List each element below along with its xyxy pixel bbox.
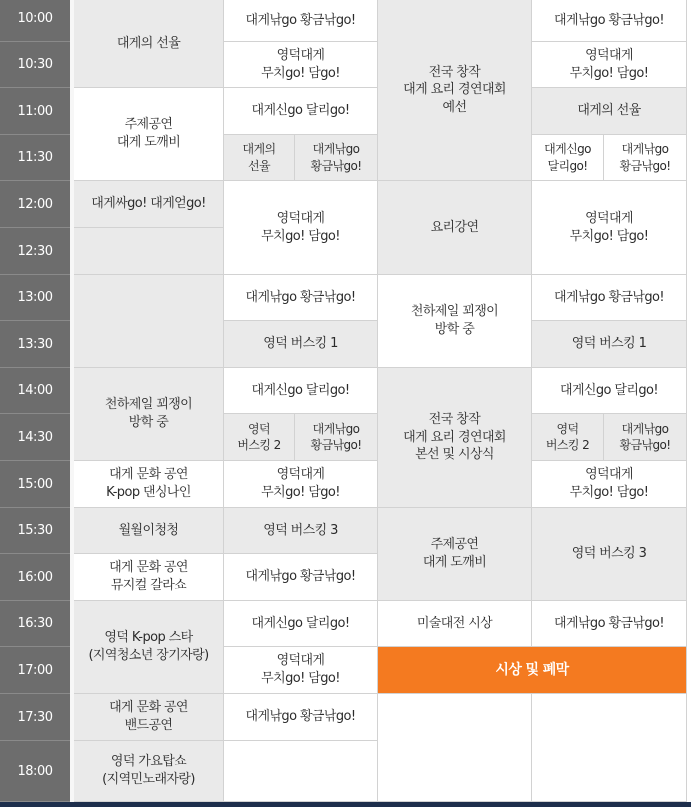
event-scholar-2: 천하제일 꾀쟁이 방학 중: [74, 368, 224, 461]
event-run-3: 대게신go 달리go!: [224, 368, 378, 414]
event-lucky-7: 대게낚go 황금낚go!: [295, 414, 378, 461]
event-free-7: 영덕대게 무치go! 담go!: [224, 647, 378, 694]
event-gift-2: 대게의 선율: [224, 135, 295, 181]
empty-c2-1800: [224, 741, 378, 802]
event-ssam: 대게싸go! 대게얻go!: [74, 181, 224, 228]
event-free-4: 영덕대게 무치go! 담go!: [532, 181, 687, 275]
event-band: 대게 문화 공연 밴드공연: [74, 694, 224, 741]
time-label: 12:00: [0, 181, 70, 228]
event-goblin-1: 주제공연 대게 도깨비: [74, 88, 224, 181]
time-label: 17:30: [0, 694, 70, 741]
event-lucky-1: 대게낚go 황금낚go!: [224, 0, 378, 42]
empty-c1-1230: [74, 228, 224, 275]
event-lucky-9: 대게낚go 황금낚go!: [224, 554, 378, 601]
event-lucky-10: 대게낚go 황금낚go!: [532, 601, 687, 647]
event-lucky-5: 대게낚go 황금낚go!: [224, 275, 378, 321]
event-lucky-2: 대게낚go 황금낚go!: [532, 0, 687, 42]
event-run-2: 대게신go 달리go!: [532, 135, 604, 181]
time-label: 11:30: [0, 135, 70, 181]
empty-c4-1730: [532, 694, 687, 802]
event-lucky-8: 대게낚go 황금낚go!: [604, 414, 687, 461]
time-label: 18:00: [0, 741, 70, 802]
time-label: 13:00: [0, 275, 70, 321]
event-contest-prelim: 전국 창작 대게 요리 경연대회 예선: [378, 0, 532, 181]
time-label: 13:30: [0, 321, 70, 368]
event-free-2: 영덕대게 무치go! 담go!: [532, 42, 687, 88]
event-kpop-star: 영덕 K-pop 스타 (지역청소년 장기자랑): [74, 601, 224, 694]
time-label: 17:00: [0, 647, 70, 694]
event-gayo-top: 영덕 가요탑쇼 (지역민노래자랑): [74, 741, 224, 802]
event-run-1: 대게신go 달리go!: [224, 88, 378, 135]
event-gift-3: 대게의 선율: [532, 88, 687, 135]
event-busking-2a: 영덕 버스킹 2: [224, 414, 295, 461]
event-free-3: 영덕대게 무치go! 담go!: [224, 181, 378, 275]
event-goblin-2: 주제공연 대게 도깨비: [378, 508, 532, 601]
bottom-bar: [0, 802, 691, 807]
time-label: 14:30: [0, 414, 70, 461]
time-label: 14:00: [0, 368, 70, 414]
event-free-5: 영덕대게 무치go! 담go!: [224, 461, 378, 508]
event-lucky-6: 대게낚go 황금낚go!: [532, 275, 687, 321]
event-busking-2b: 영덕 버스킹 2: [532, 414, 604, 461]
event-cooking-lecture: 요리강연: [378, 181, 532, 275]
event-contest-final: 전국 창작 대게 요리 경연대회 본선 및 시상식: [378, 368, 532, 508]
time-label: 10:00: [0, 0, 70, 42]
time-label: 12:30: [0, 228, 70, 275]
time-label: 11:00: [0, 88, 70, 135]
time-label: 16:00: [0, 554, 70, 601]
event-lucky-3: 대게낚go 황금낚go!: [295, 135, 378, 181]
event-run-4: 대게신go 달리go!: [532, 368, 687, 414]
event-lucky-4: 대게낚go 황금낚go!: [604, 135, 687, 181]
time-label: 10:30: [0, 42, 70, 88]
event-art-award: 미술대전 시상: [378, 601, 532, 647]
event-busking-1b: 영덕 버스킹 1: [532, 321, 687, 368]
time-label: 15:30: [0, 508, 70, 554]
event-busking-3a: 영덕 버스킹 3: [224, 508, 378, 554]
time-label: 16:30: [0, 601, 70, 647]
empty-c3-1730: [378, 694, 532, 802]
event-busking-3b: 영덕 버스킹 3: [532, 508, 687, 601]
event-kpop-dance: 대게 문화 공연 K-pop 댄싱나인: [74, 461, 224, 508]
event-wolwol: 월월이청청: [74, 508, 224, 554]
event-run-5: 대게신go 달리go!: [224, 601, 378, 647]
event-free-6: 영덕대게 무치go! 담go!: [532, 461, 687, 508]
event-closing-ceremony: 시상 및 폐막: [378, 647, 687, 694]
event-scholar-1: 천하제일 꾀쟁이 방학 중: [378, 275, 532, 368]
event-gift-1: 대게의 선율: [74, 0, 224, 88]
empty-c1-1300: [74, 275, 224, 368]
event-musical-gala: 대게 문화 공연 뮤지컬 갈라쇼: [74, 554, 224, 601]
event-free-1: 영덕대게 무치go! 담go!: [224, 42, 378, 88]
time-label: 15:00: [0, 461, 70, 508]
event-busking-1a: 영덕 버스킹 1: [224, 321, 378, 368]
event-lucky-11: 대게낚go 황금낚go!: [224, 694, 378, 741]
